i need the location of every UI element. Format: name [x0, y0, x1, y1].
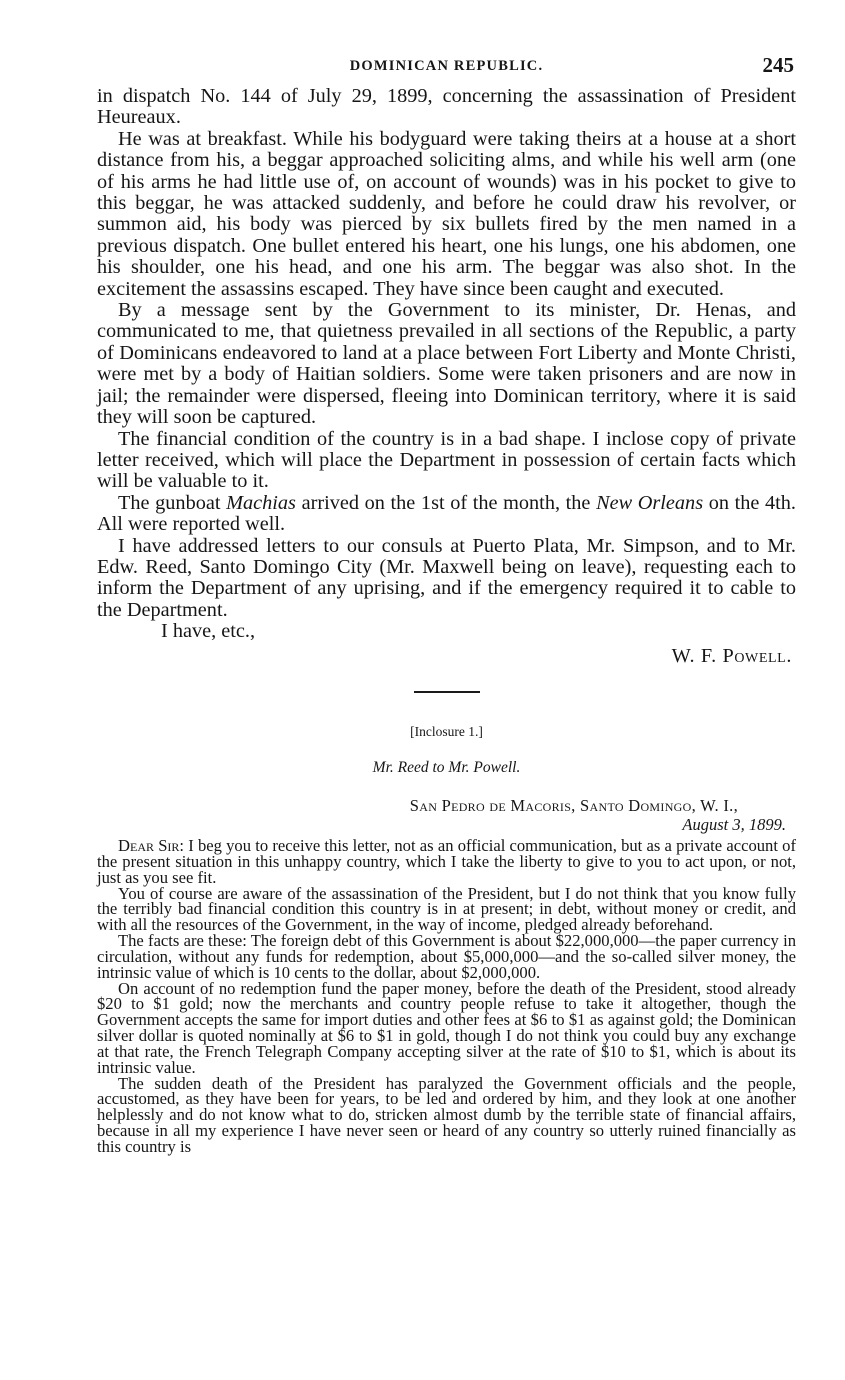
- page-header: [97, 52, 796, 86]
- letter-title: Mr. Reed to Mr. Powell.: [372, 758, 521, 776]
- letter-paragraph-opening: [97, 835, 796, 887]
- letter-paragraph-paralysis: The sudden death of the President has paralyzed the Government officials and the people, accustomed, as they have been for years, to be led and ordered by him, and they look at one another helplessly and do not know what to do, stricken almost dumb by the terrible state of financial affairs, because in all my experience I have never seen or heard of any country so utterly ruined financially as this country is: [97, 1073, 796, 1156]
- gunboat-text-a: The gunboat: [118, 491, 227, 514]
- page-number: 245: [762, 53, 794, 77]
- paragraph-consuls: I have addressed letters to our consuls at Puerto Plata, Mr. Simpson, and to Mr. Edw. Reed, Santo Domingo City (Mr. Maxwell being on leave), requesting each to inform the Department of any uprising, and if the emergency required it to cable to the Department.: [97, 534, 796, 621]
- signature: W. F. Powell.: [671, 644, 792, 667]
- paragraph-financial-condition: The financial condition of the country is in a bad shape. I inclose copy of private letter received, which will place the Department in possession of certain facts which will be valuable to it.: [97, 427, 796, 493]
- gunboat-text-c: on the 4th. All were reported well.: [97, 491, 796, 536]
- letter-date: August 3, 1899.: [682, 814, 786, 834]
- dispatch-body: [97, 86, 796, 621]
- gunboat-text-b: arrived on the 1st of the month, the: [295, 491, 597, 514]
- inclosure-letter-body: [97, 835, 796, 1156]
- document-page: [97, 52, 796, 1155]
- salutation: Dear Sir:: [118, 835, 185, 855]
- inclosure-label: [Inclosure 1.]: [410, 723, 483, 739]
- opening-text: I beg you to receive this letter, not as an official communication, but as a private account of the present situation in this unhappy country, which I take the liberty to give to you to act upon, or not, just as you see fit.: [97, 835, 796, 887]
- paragraph-gunboats: [97, 493, 796, 536]
- paragraph-breakfast-attack: He was at breakfast. While his bodyguard were taking theirs at a house at a short distance from his, a beggar approached soliciting alms, and while his well arm (one of his arms he had little use of, on account of wounds) was in his pocket to give to this beggar, he was attacked suddenly, and before he could draw his revolver, or summon aid, his body was pierced by six bullets fired by the men named in a previous dispatch. One bullet entered his heart, one his lungs, one his abdomen, one his shoulder, one his head, and one his arm. The beggar was also shot. In the excitement the assassins escaped. They have since been caught and executed.: [97, 127, 796, 300]
- paragraph-continuation: in dispatch No. 144 of July 29, 1899, concerning the assassination of President Heureaux.: [97, 85, 796, 129]
- closing-block: [97, 621, 796, 667]
- section-divider: [414, 691, 480, 693]
- ship-name-machias: Machias: [226, 491, 296, 514]
- letter-paragraph-redemption: On account of no redemption fund the paper money, before the death of the President, stood already $20 to $1 gold; now the merchants and country people refuse to take it altogether, though the Government accepts the same for import duties and other fees at $6 to $1 as against gold; the Dominican silver dollar is quoted nominally at $6 to $1 in gold, though I do not think you could buy any exchange at that rate, the French Telegraph Company accepting silver at the rate of $10 to $1, which is about its intrinsic value.: [97, 978, 796, 1077]
- paragraph-haitian-soldiers: By a message sent by the Government to its minister, Dr. Henas, and communicated to me, that quietness prevailed in all sections of the Republic, a party of Dominicans endeavored to land at a place between Fort Liberty and Monte Christi, were met by a body of Haitian soldiers. Some were taken prisoners and are now in jail; the remainder were dispersed, fleeing into Dominican territory, where it is said they will soon be captured.: [97, 299, 796, 429]
- closing-line: I have, etc.,: [161, 620, 256, 643]
- letter-paragraph-assassination: You of course are aware of the assassination of the President, but I do not think that you know fully the terribly bad financial condition this country is in at present; in debt, without money or credit, and with all the resources of the Government, in the way of income, pledged already beforehand.: [97, 883, 796, 935]
- letter-place: San Pedro de Macoris, Santo Domingo, W. I.,: [409, 795, 738, 815]
- letter-paragraph-debt-facts: The facts are these: The foreign debt of this Government is about $22,000,000—the paper currency in circulation, without any funds for redemption, about $5,000,000—and the so-called silver money, the intrinsic value of which is 10 cents to the dollar, about $2,000,000.: [97, 931, 796, 982]
- running-head: DOMINICAN REPUBLIC.: [349, 58, 544, 74]
- ship-name-new-orleans: New Orleans: [596, 491, 704, 514]
